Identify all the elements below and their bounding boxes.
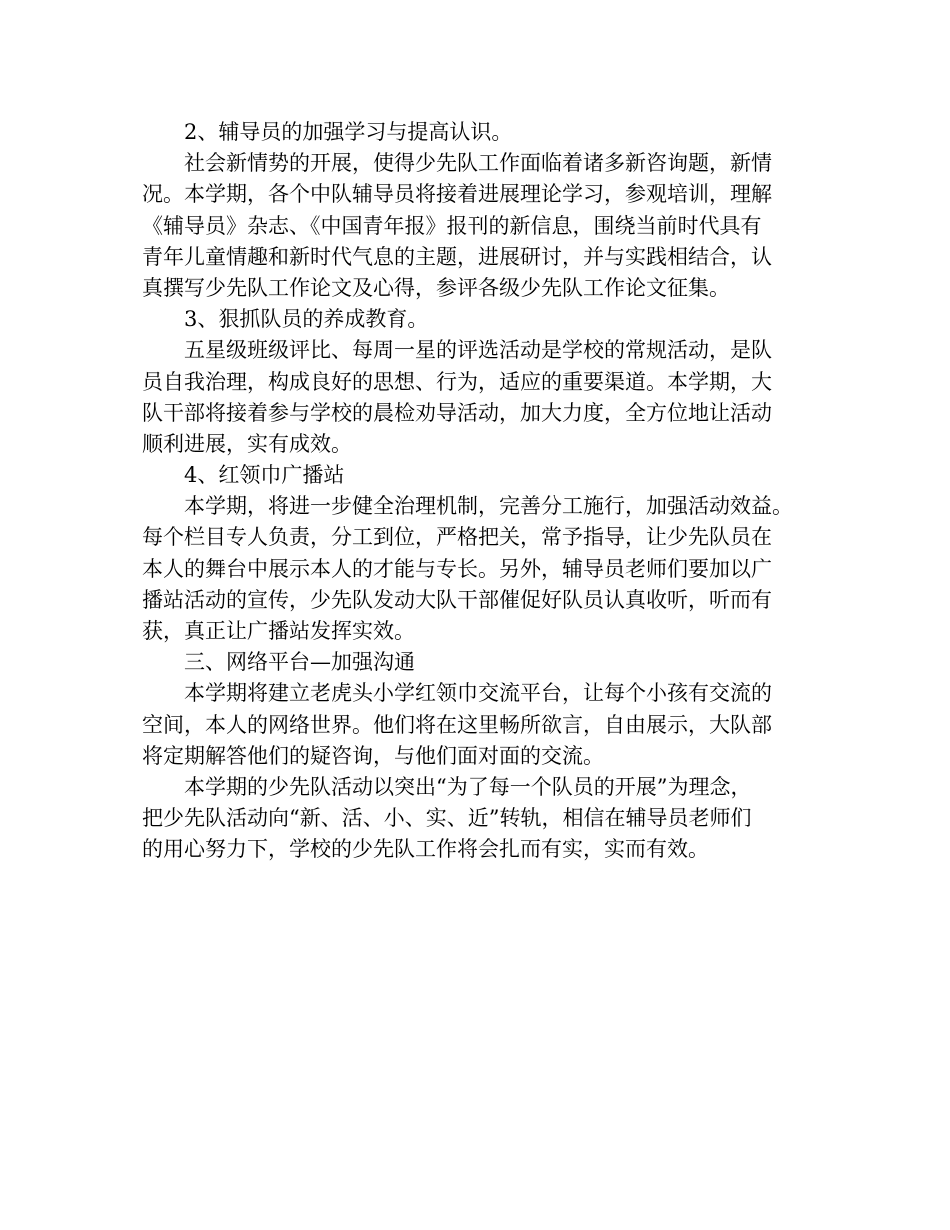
- paragraph-line: 空间，本人的网络世界。他们将在这里畅所欲言，自由展示，大队部: [142, 712, 772, 737]
- paragraph-line: 社会新情势的开展，使得少先队工作面临着诸多新咨询题，新情: [184, 151, 772, 176]
- closing-line: 的用心努力下，学校的少先队工作将会扎而有实，实而有效。: [142, 837, 709, 862]
- paragraph-line: 获，真正让广播站发挥实效。: [142, 619, 415, 643]
- paragraph-line: 员自我治理，构成良好的思想、行为，适应的重要渠道。本学期，大: [142, 369, 772, 394]
- paragraph-line: 每个栏目专人负责，分工到位，严格把关，常予指导，让少先队员在: [142, 525, 772, 550]
- closing-line: 把少先队活动向“新、活、小、实、近”转轨，相信在辅导员老师们: [142, 806, 752, 831]
- paragraph-line: 况。本学期，各个中队辅导员将接着进展理论学习，参观培训，理解: [142, 182, 772, 207]
- paragraph-line: 真撰写少先队工作论文及心得，参评各级少先队工作论文征集。: [142, 275, 730, 300]
- paragraph-line: 顺利进展，实有成效。: [142, 431, 352, 456]
- paragraph-line: 将定期解答他们的疑咨询，与他们面对面的交流。: [142, 743, 604, 768]
- paragraph-line: 五星级班级评比、每周一星的评选活动是学校的常规活动，是队: [184, 338, 772, 363]
- paragraph-line: 本人的舞台中展示本人的才能与专长。另外，辅导员老师们要加以广: [142, 556, 772, 581]
- paragraph-line: 青年儿童情趣和新时代气息的主题，进展研讨，并与实践相结合，认: [142, 244, 772, 269]
- paragraph-line: 本学期，将进一步健全治理机制，完善分工施行，加强活动效益。: [184, 494, 793, 519]
- document-body: [142, 117, 822, 866]
- paragraph-line: 播站活动的宣传，少先队发动大队干部催促好队员认真收听，听而有: [142, 587, 772, 612]
- section-heading-4: 4、红领巾广播站: [184, 463, 345, 488]
- section-heading-network-platform: 三、网络平台—加强沟通: [184, 650, 415, 675]
- paragraph-line: 《辅导员》杂志、《中国青年报》报刊的新信息，围绕当前时代具有: [142, 213, 762, 238]
- section-heading-2: 2、辅导员的加强学习与提高认识。: [184, 120, 513, 144]
- paragraph-line: 本学期将建立老虎头小学红领巾交流平台，让每个小孩有交流的: [184, 681, 772, 706]
- section-heading-3: 3、狠抓队员的养成教育。: [184, 307, 429, 332]
- paragraph-line: 队干部将接着参与学校的晨检劝导活动，加大力度，全方位地让活动: [142, 400, 772, 425]
- closing-line: 本学期的少先队活动以突出“为了每一个队员的开展”为理念，: [184, 774, 752, 799]
